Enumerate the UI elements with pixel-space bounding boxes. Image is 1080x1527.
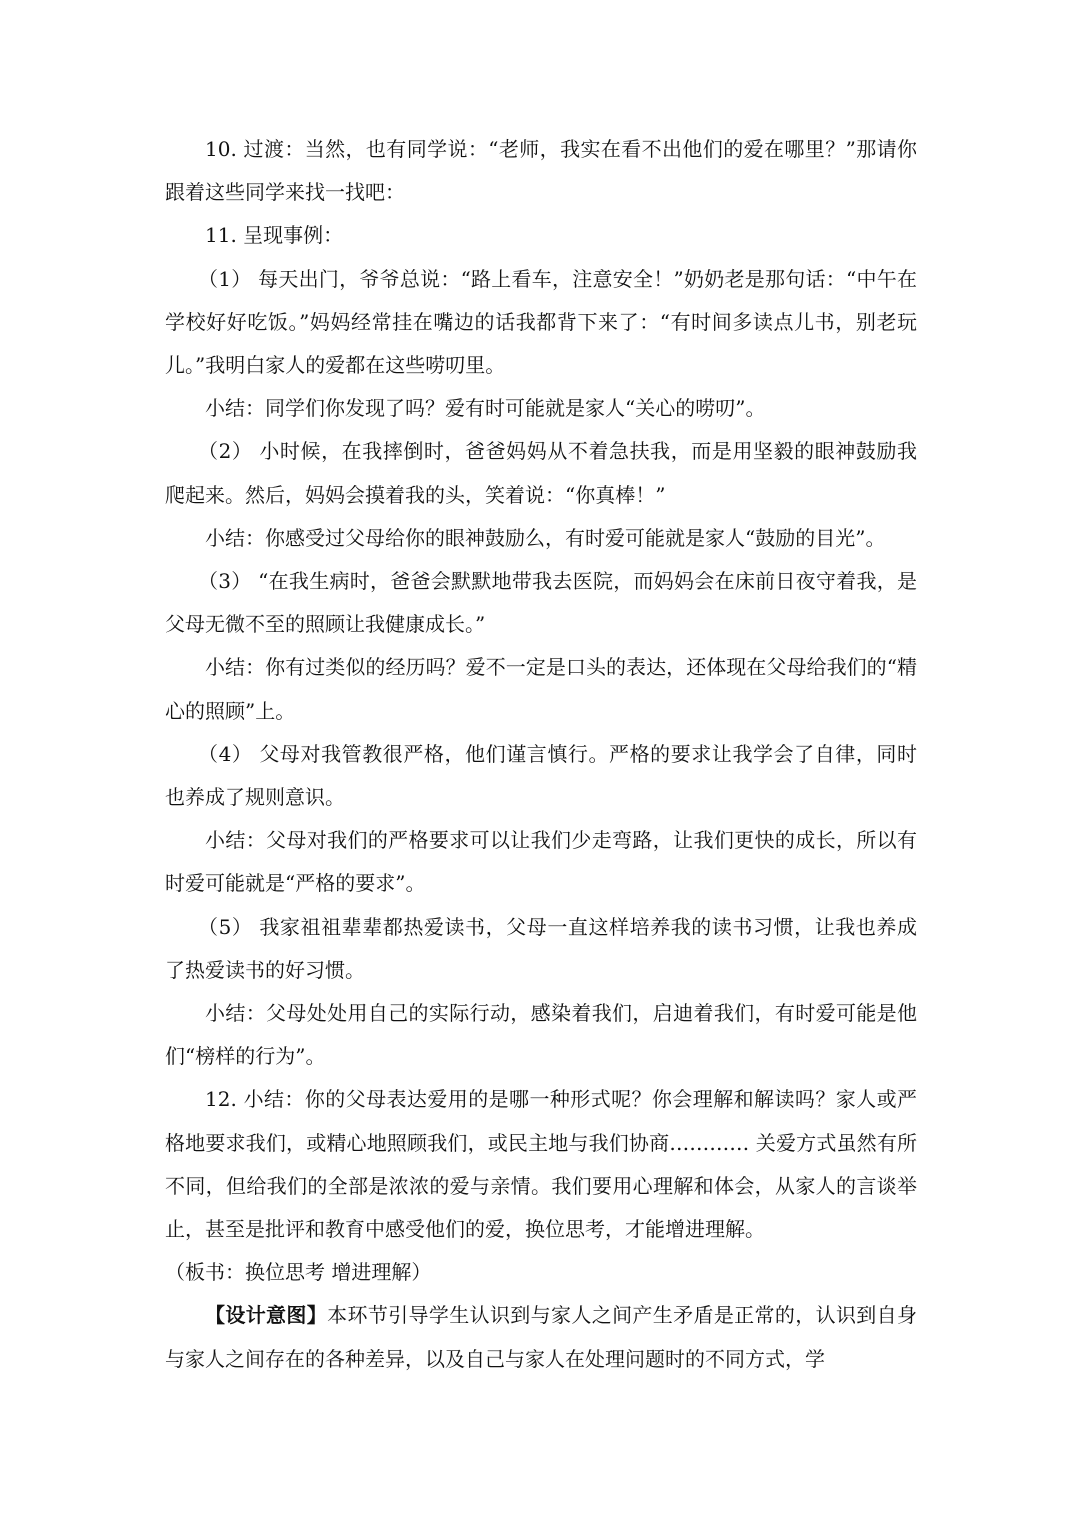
- paragraph-summary-1: 小结：同学们你发现了吗？爱有时可能就是家人“关心的唠叨”。: [205, 396, 766, 421]
- paragraph-design-intent: [165, 1294, 917, 1380]
- design-intent-label: 【设计意图】: [205, 1303, 328, 1328]
- document-page: [165, 128, 917, 1381]
- paragraph-summary-12: 12. 小结：你的父母表达爱用的是哪一种形式呢？你会理解和解读吗？家人或严格地要求我们，或精心地照顾我们，或民主地与我们协商………… 关爱方式虽然有所不同，但给我们的全部是浓浓的爱与亲情。我们要用心理解和体会，从家人的言谈举止，甚至是批评和教育中感受他们的爱，换位思考，才能增进理解。: [165, 1087, 917, 1242]
- paragraph-summary-3: 小结：你有过类似的经历吗？爱不一定是口头的表达，还体现在父母给我们的“精心的照顾”上。: [165, 655, 917, 723]
- paragraph-example-2: （2） 小时候，在我摔倒时，爸爸妈妈从不着急扶我，而是用坚毅的眼神鼓励我爬起来。然后，妈妈会摸着我的头，笑着说：“你真棒！”: [165, 439, 917, 507]
- paragraph-examples-heading: 11. 呈现事例：: [205, 223, 344, 248]
- paragraph-example-4: （4） 父母对我管教很严格，他们谨言慎行。严格的要求让我学会了自律，同时也养成了规则意识。: [165, 741, 917, 810]
- paragraph-example-1: （1） 每天出门，爷爷总说：“路上看车，注意安全！”奶奶老是那句话：“中午在学校好好吃饭。”妈妈经常挂在嘴边的话我都背下来了：“有时间多读点儿书，别老玩儿。”我明白家人的爱都在这些唠叨里。: [165, 266, 917, 378]
- paragraph-example-5: （5） 我家祖祖辈辈都热爱读书，父母一直这样培养我的读书习惯，让我也养成了热爱读书的好习惯。: [165, 914, 917, 982]
- paragraph-summary-2: 小结：你感受过父母给你的眼神鼓励么，有时爱可能就是家人“鼓励的目光”。: [205, 525, 886, 550]
- paragraph-example-3: （3） “在我生病时，爸爸会默默地带我去医院，而妈妈会在床前日夜守着我，是父母无微不至的照顾让我健康成长。”: [165, 569, 917, 637]
- paragraph-summary-4: 小结：父母对我们的严格要求可以让我们少走弯路，让我们更快的成长，所以有时爱可能就是“严格的要求”。: [165, 828, 917, 896]
- paragraph-summary-5: 小结：父母处处用自己的实际行动，感染着我们，启迪着我们，有时爱可能是他们“榜样的行为”。: [165, 1001, 917, 1069]
- paragraph-board-note: （板书：换位思考 增进理解）: [165, 1260, 432, 1285]
- design-intent-text: 本环节引导学生认识到与家人之间产生矛盾是正常的，认识到自身与家人之间存在的各种差异，以及自己与家人在处理问题时的不同方式，学: [165, 1303, 918, 1371]
- paragraph-transition: 10. 过渡：当然，也有同学说：“老师，我实在看不出他们的爱在哪里？”那请你跟着这些同学来找一找吧：: [165, 137, 917, 205]
